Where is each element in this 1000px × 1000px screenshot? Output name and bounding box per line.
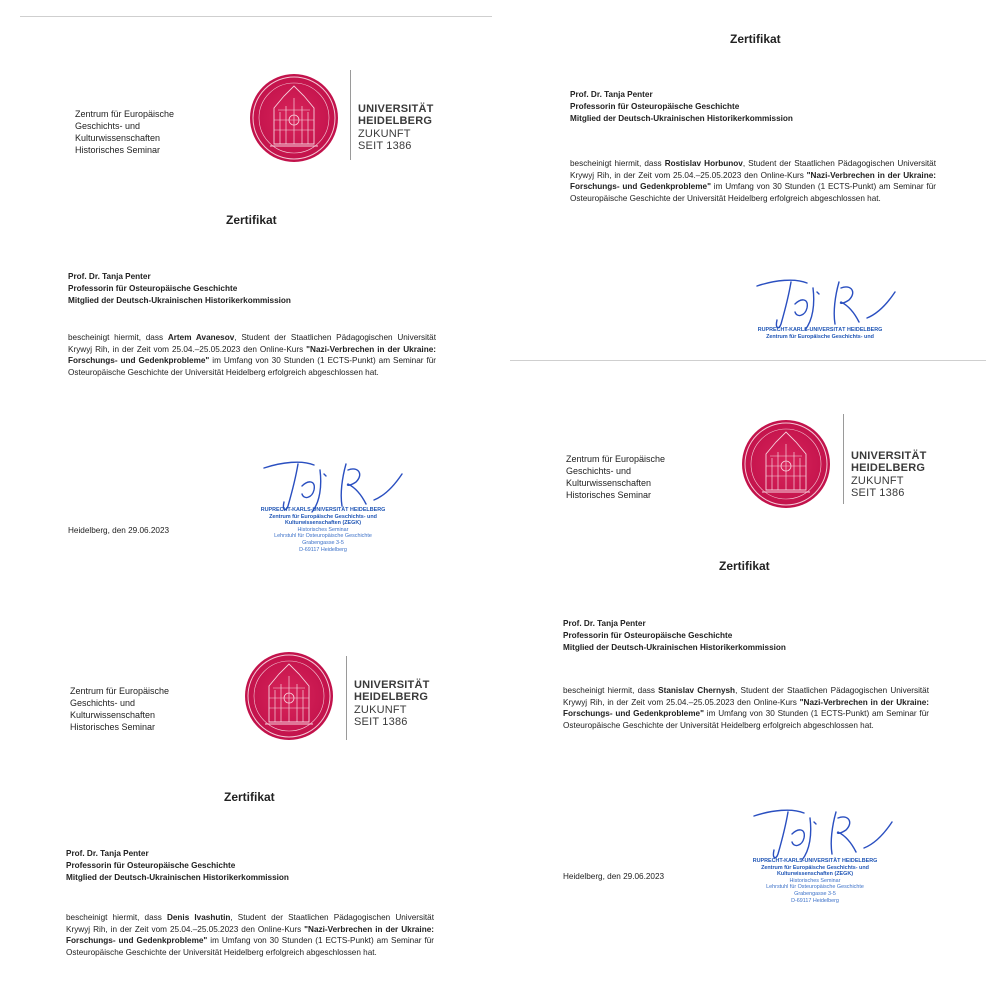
body-text-segment: im Umfang von 30 Stunden (1 ECTS-Punkt) am Seminar für Osteuropäische Geschichte der Universität Heidelberg erfolgreich abgeschlossen hat.	[570, 182, 936, 203]
professor-role: Professorin für Osteuropäische Geschichte	[563, 631, 733, 640]
stamp-line: D-69117 Heidelberg	[791, 897, 839, 904]
certificate-title: Zertifikat	[224, 790, 275, 804]
body-text-segment: bescheinigt hiermit, dass	[66, 913, 167, 922]
stamp-line: Historisches Seminar	[789, 877, 841, 884]
university-motto	[851, 475, 905, 499]
stamp-line: RUPRECHT-KARLS-UNIVERSITÄT HEIDELBERG	[752, 858, 878, 864]
professor-membership: Mitglied der Deutsch-Ukrainischen Historikerkommission	[570, 114, 793, 123]
university-name-line: HEIDELBERG	[851, 462, 926, 474]
professor-membership: Mitglied der Deutsch-Ukrainischen Historikerkommission	[563, 643, 786, 652]
stamp-line: Lehrstuhl für Osteuropäische Geschichte	[766, 884, 864, 891]
stamp-line: Zentrum für Europäische Geschichts- und	[761, 864, 869, 871]
certificate-body	[66, 912, 434, 958]
university-name-line: HEIDELBERG	[354, 691, 429, 703]
stamp-line: RUPRECHT-KARLS-UNIVERSITÄT HEIDELBERG	[757, 327, 883, 333]
institute-line: Kulturwissenschaften	[566, 478, 652, 488]
body-text-segment: , Student der Staatlichen Pädagogischen Universität Krywyj Rih, in der Zeit vom 25.04.–25.05.2023 den Online-Kurs	[570, 159, 936, 180]
logo-divider	[346, 656, 347, 740]
institute-line: Geschichts- und	[70, 698, 136, 708]
scan-edge-top-left	[20, 16, 492, 17]
university-name-line: UNIVERSITÄT	[358, 103, 434, 115]
professor-role: Professorin für Osteuropäische Geschichte	[68, 284, 238, 293]
body-text-segment: , Student der Staatlichen Pädagogischen Universität Krywyj Rih, in der Zeit vom 25.04.–25.05.2023 den Online-Kurs	[563, 686, 929, 707]
student-name: Stanislav Chernysh	[658, 686, 736, 695]
body-text-segment: , Student der Staatlichen Pädagogischen Universität Krywyj Rih, in der Zeit vom 25.04.–25.05.2023 den Online-Kurs	[68, 333, 436, 354]
logo-divider	[350, 70, 351, 160]
course-name: "Nazi-Verbrechen in der Ukraine: Forschungs- und Gedenkprobleme"	[563, 697, 929, 718]
university-motto-line: SEIT 1386	[354, 716, 408, 728]
certificate-title: Zertifikat	[719, 559, 770, 573]
professor-block	[563, 618, 786, 654]
institute-line: Geschichts- und	[75, 121, 141, 131]
university-name	[358, 103, 434, 127]
institute-line: Zentrum für Europäische	[70, 686, 170, 696]
university-seal-icon	[250, 74, 338, 162]
scan-edge-middle-right	[510, 360, 986, 361]
institute-block	[566, 453, 665, 501]
university-motto-line: SEIT 1386	[358, 140, 412, 152]
professor-role: Professorin für Osteuropäische Geschichte	[570, 102, 740, 111]
stamp-line: Zentrum für Europäische Geschichts- und	[269, 513, 377, 520]
body-text-segment: bescheinigt hiermit, dass	[563, 686, 659, 695]
course-name: "Nazi-Verbrechen in der Ukraine: Forschungs- und Gedenkprobleme"	[66, 924, 434, 945]
institute-line: Kulturwissenschaften	[70, 710, 156, 720]
body-text-segment: bescheinigt hiermit, dass	[570, 159, 665, 168]
stamp-line: Kulturwissenschaften (ZEGK)	[284, 520, 362, 527]
institute-line: Zentrum für Europäische	[75, 109, 175, 119]
student-name: Rostislav Horbunov	[664, 159, 743, 168]
professor-name: Prof. Dr. Tanja Penter	[570, 90, 653, 99]
logo-divider	[843, 414, 844, 504]
certificate-body	[563, 685, 929, 731]
issue-date: Heidelberg, den 29.06.2023	[563, 872, 665, 881]
body-text-segment: im Umfang von 30 Stunden (1 ECTS-Punkt) am Seminar für Osteuropäische Geschichte der Universität Heidelberg erfolgreich abgeschlossen hat.	[66, 936, 434, 957]
institute-line: Historisches Seminar	[70, 722, 156, 732]
institute-block	[75, 108, 174, 156]
signature-icon	[262, 456, 412, 514]
university-name-line: UNIVERSITÄT	[354, 679, 430, 691]
professor-name: Prof. Dr. Tanja Penter	[66, 849, 149, 858]
institute-line: Historisches Seminar	[75, 145, 161, 155]
university-seal-icon	[245, 652, 333, 740]
university-seal-icon	[742, 420, 830, 508]
stamp-line: Grabengasse 3-5	[302, 539, 344, 546]
stamp-line: Lehrstuhl für Osteuropäische Geschichte	[274, 533, 372, 540]
body-text-segment: im Umfang von 30 Stunden (1 ECTS-Punkt) am Seminar für Osteuropäische Geschichte der Universität Heidelberg erfolgreich abgeschlossen hat.	[68, 356, 436, 377]
institute-line: Historisches Seminar	[566, 490, 652, 500]
stamp-line: Grabengasse 3-5	[794, 890, 836, 897]
stamp-line: Kulturwissenschaften (ZEGK)	[776, 871, 854, 878]
university-motto	[354, 704, 408, 728]
university-name-line: UNIVERSITÄT	[851, 450, 927, 462]
official-stamp	[745, 327, 895, 342]
university-name	[354, 679, 430, 703]
institute-line: Zentrum für Europäische	[566, 454, 666, 464]
body-text-segment: , Student der Staatlichen Pädagogischen Universität Krywyj Rih, in der Zeit vom 25.04.–25.05.2023 den Online-Kurs	[66, 913, 434, 934]
university-motto-line: ZUKUNFT	[354, 704, 407, 716]
course-name: "Nazi-Verbrechen in der Ukraine: Forschungs- und Gedenkprobleme"	[68, 344, 436, 365]
issue-date: Heidelberg, den 29.06.2023	[68, 526, 170, 535]
professor-block	[68, 271, 291, 307]
official-stamp	[740, 858, 890, 904]
stamp-line: RUPRECHT-KARLS-UNIVERSITÄT HEIDELBERG	[260, 507, 386, 513]
university-name	[851, 450, 927, 474]
certificate-body	[68, 332, 436, 378]
official-stamp	[248, 507, 398, 553]
professor-membership: Mitglied der Deutsch-Ukrainischen Historikerkommission	[66, 873, 289, 882]
body-text-segment: im Umfang von 30 Stunden (1 ECTS-Punkt) am Seminar für Osteuropäische Geschichte der Universität Heidelberg erfolgreich abgeschlossen hat.	[563, 709, 929, 730]
signature-icon	[752, 804, 902, 862]
professor-role: Professorin für Osteuropäische Geschichte	[66, 861, 236, 870]
student-name: Denis Ivashutin	[166, 913, 231, 922]
institute-line: Geschichts- und	[566, 466, 632, 476]
institute-line: Kulturwissenschaften	[75, 133, 161, 143]
signature-icon	[755, 274, 905, 332]
professor-name: Prof. Dr. Tanja Penter	[68, 272, 151, 281]
university-name-line: HEIDELBERG	[358, 115, 433, 127]
certificate-title: Zertifikat	[730, 32, 781, 46]
body-text-segment: bescheinigt hiermit, dass	[68, 333, 168, 342]
professor-name: Prof. Dr. Tanja Penter	[563, 619, 646, 628]
university-motto-line: SEIT 1386	[851, 487, 905, 499]
professor-block	[570, 89, 793, 125]
university-motto	[358, 128, 412, 152]
certificate-body	[570, 158, 936, 204]
stamp-line: Historisches Seminar	[297, 526, 349, 533]
student-name: Artem Avanesov	[167, 333, 235, 342]
professor-membership: Mitglied der Deutsch-Ukrainischen Historikerkommission	[68, 296, 291, 305]
stamp-line: Zentrum für Europäische Geschichts- und	[766, 333, 874, 340]
university-motto-line: ZUKUNFT	[851, 475, 904, 487]
course-name: "Nazi-Verbrechen in der Ukraine: Forschungs- und Gedenkprobleme"	[570, 170, 936, 191]
university-motto-line: ZUKUNFT	[358, 128, 411, 140]
professor-block	[66, 848, 289, 884]
stamp-line: D-69117 Heidelberg	[299, 546, 347, 553]
certificate-title: Zertifikat	[226, 213, 277, 227]
institute-block	[70, 685, 169, 733]
